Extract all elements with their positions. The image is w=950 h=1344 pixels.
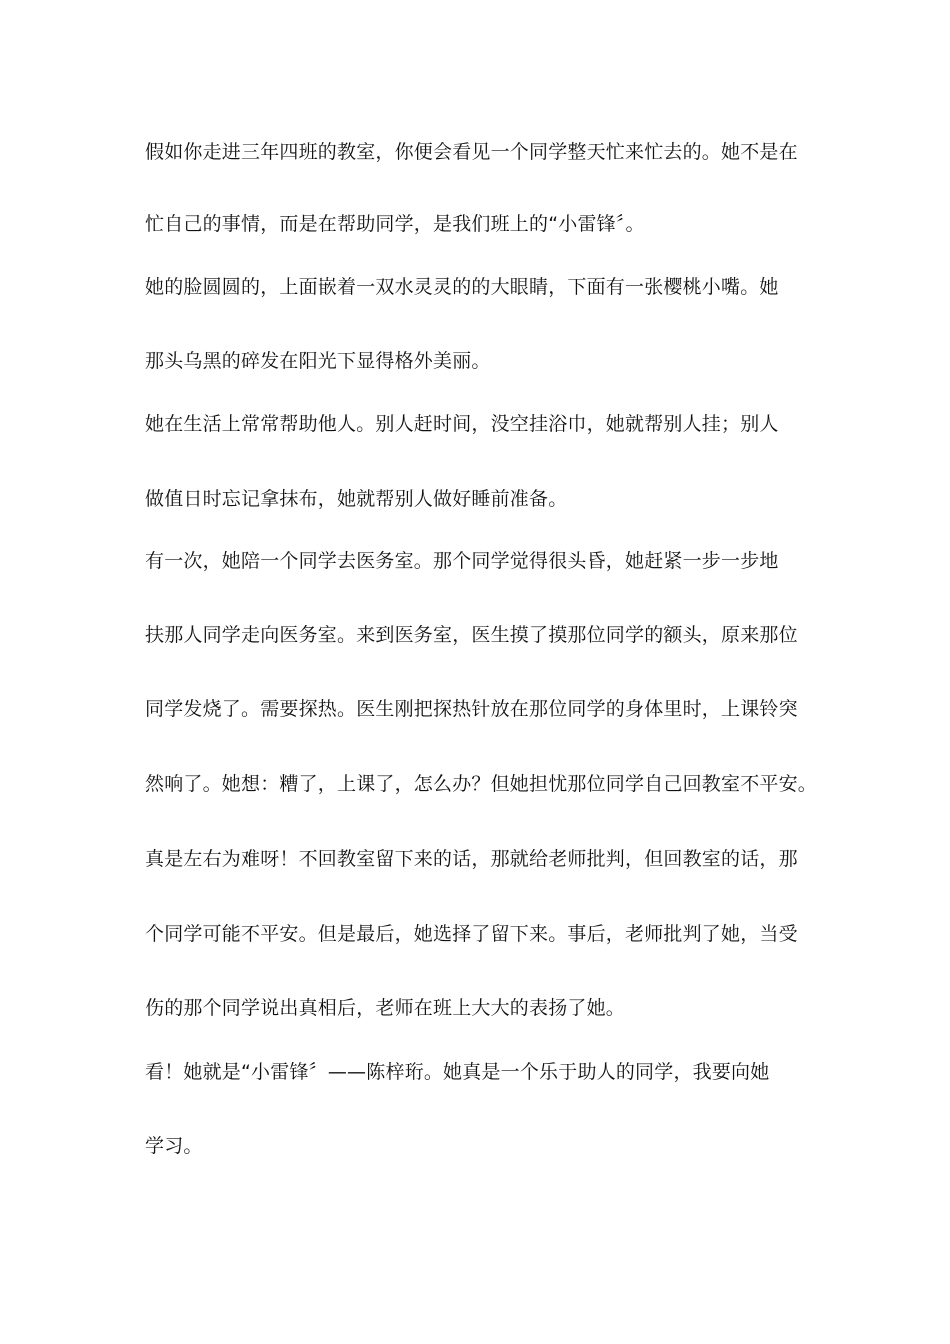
text-line: 伤的那个同学说出真相后，老师在班上大大的表扬了她。 [145,997,626,1019]
text-line: 她在生活上常常帮助他人。别人赶时间，没空挂浴巾，她就帮别人挂；别人 [145,413,779,435]
text-line: 忙自己的事情，而是在帮助同学，是我们班上的“小雷锋〞。 [145,213,645,235]
text-line: 做值日时忘记拿抹布，她就帮别人做好睡前准备。 [145,488,568,510]
text-line: 假如你走进三年四班的教室，你便会看见一个同学整天忙来忙去的。她不是在 [145,141,798,163]
text-line: 个同学可能不平安。但是最后，她选择了留下来。事后，老师批判了她，当受 [145,923,798,945]
text-line: 扶那人同学走向医务室。来到医务室，医生摸了摸那位同学的额头，原来那位 [145,624,798,646]
text-line: 看！她就是“小雷锋〞——陈梓珩。她真是一个乐于助人的同学，我要向她 [145,1061,770,1083]
text-line: 真是左右为难呀！不回教室留下来的话，那就给老师批判，但回教室的话，那 [145,848,798,870]
text-line: 同学发烧了。需要探热。医生刚把探热针放在那位同学的身体里时，上课铃突 [145,698,798,720]
text-line: 学习。 [145,1135,203,1157]
text-line: 她的脸圆圆的，上面嵌着一双水灵灵的的大眼睛，下面有一张樱桃小嘴。她 [145,276,779,298]
text-line: 那头乌黑的碎发在阳光下显得格外美丽。 [145,350,491,372]
text-line: 然响了。她想：糟了，上课了，怎么办？但她担忧那位同学自己回教室不平安。 [145,773,818,795]
text-line: 有一次，她陪一个同学去医务室。那个同学觉得很头昏，她赶紧一步一步地 [145,550,779,572]
